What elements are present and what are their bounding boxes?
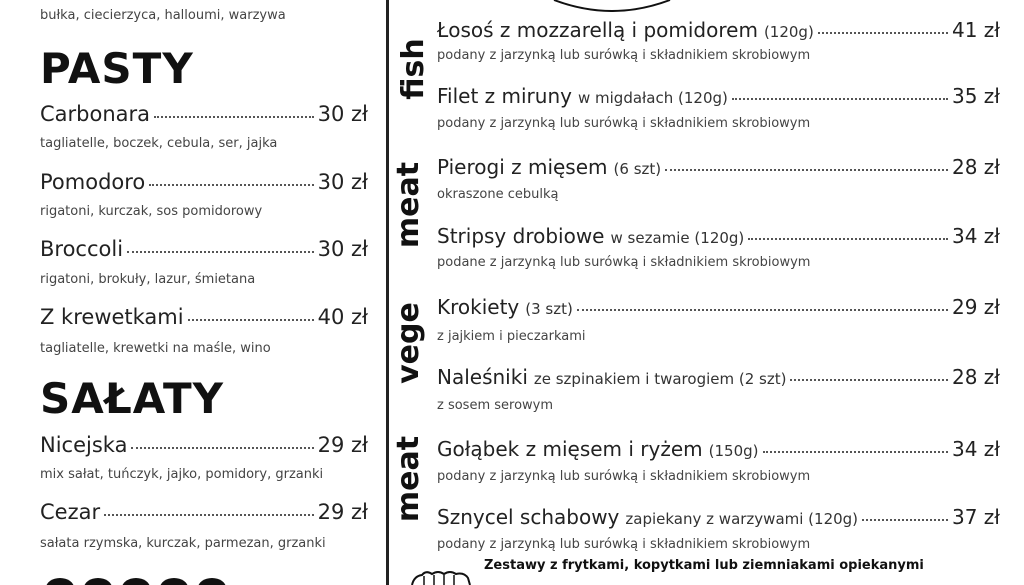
menu-item-broccoli <box>40 239 368 260</box>
leader-dots <box>149 184 313 186</box>
left-menu-column <box>0 0 384 585</box>
leader-dots <box>818 32 948 34</box>
item-price: 29 zł <box>317 500 368 524</box>
item-price: 30 zł <box>317 170 368 194</box>
category-label-vege: vege <box>391 302 426 384</box>
menu-item-pierogi <box>437 157 1000 177</box>
leader-dots <box>577 309 948 311</box>
item-price: 37 zł <box>952 505 1000 529</box>
leader-dots <box>862 519 948 521</box>
leader-dots <box>131 447 313 449</box>
item-price: 30 zł <box>317 102 368 126</box>
section-heading-pasty: PASTY <box>40 44 194 93</box>
item-price: 35 zł <box>952 84 1000 108</box>
item-description: rigatoni, kurczak, sos pomidorowy <box>40 204 263 219</box>
cut-off-heading-graphic <box>40 572 240 585</box>
item-price: 40 zł <box>317 305 368 329</box>
menu-item-nicejska <box>40 435 368 456</box>
item-modifier: (3 szt) <box>525 300 573 318</box>
item-name: Sznycel schabowy <box>437 505 620 529</box>
item-name: Filet z miruny <box>437 84 572 108</box>
leader-dots <box>748 238 948 240</box>
category-label-meat: meat <box>391 161 426 249</box>
item-modifier: (6 szt) <box>613 160 662 178</box>
item-price: 29 zł <box>952 295 1000 319</box>
item-modifier: w sezamie (120g) <box>610 229 745 247</box>
item-description: podany z jarzynką lub surówką i składnikiem skrobiowym <box>437 116 811 131</box>
item-modifier: (120g) <box>763 23 814 41</box>
item-name: Carbonara <box>40 102 151 126</box>
menu-item-carbonara <box>40 104 368 125</box>
category-label-fish: fish <box>396 38 431 100</box>
fries-icon <box>410 570 472 585</box>
section-heading-salaty: SAŁATY <box>40 374 225 423</box>
item-description: rigatoni, brokuły, lazur, śmietana <box>40 272 256 287</box>
item-description: tagliatelle, krewetki na maśle, wino <box>40 341 271 356</box>
sets-note: Zestawy z frytkami, kopytkami lub ziemniakami opiekanymi <box>484 558 924 573</box>
item-price: 30 zł <box>317 237 368 261</box>
item-price: 41 zł <box>952 18 1000 42</box>
column-divider <box>386 0 389 585</box>
item-name: Cezar <box>40 500 101 524</box>
item-description: z jajkiem i pieczarkami <box>437 329 586 344</box>
item-price: 34 zł <box>952 224 1000 248</box>
dish-illustration-icon <box>552 0 672 12</box>
menu-item-golabek <box>437 439 1000 459</box>
item-price: 34 zł <box>952 437 1000 461</box>
item-name: Gołąbek z mięsem i ryżem <box>437 437 703 461</box>
menu-item-z-krewetkami <box>40 307 368 328</box>
item-price: 28 zł <box>952 365 1000 389</box>
item-description: sałata rzymska, kurczak, parmezan, grzanki <box>40 536 326 551</box>
menu-item-sznycel <box>437 507 1000 527</box>
leader-dots <box>665 169 948 171</box>
item-description: tagliatelle, boczek, cebula, ser, jajka <box>40 136 278 151</box>
item-description: okraszone cebulką <box>437 187 559 202</box>
item-name: Naleśniki <box>437 365 528 389</box>
item-name: Z krewetkami <box>40 305 184 329</box>
menu-item-cezar <box>40 502 368 523</box>
menu-item-filet-z-miruny <box>437 86 1000 106</box>
item-modifier: w migdałach (120g) <box>577 89 728 107</box>
menu-item-stripsy <box>437 226 1000 246</box>
menu-item-pomodoro <box>40 172 368 193</box>
item-name: Pomodoro <box>40 170 146 194</box>
item-description: podany z jarzynką lub surówką i składnikiem skrobiowym <box>437 537 811 552</box>
item-name: Krokiety <box>437 295 520 319</box>
leader-dots <box>732 98 948 100</box>
item-description: podany z jarzynką lub surówką i składnikiem skrobiowym <box>437 48 811 63</box>
menu-item-nalesniki <box>437 367 1000 387</box>
item-modifier: (150g) <box>708 442 759 460</box>
item-price: 28 zł <box>952 155 1000 179</box>
menu-item-krokiety <box>437 297 1000 317</box>
leader-dots <box>154 116 314 118</box>
leader-dots <box>790 379 948 381</box>
item-name: Broccoli <box>40 237 124 261</box>
leader-dots <box>127 251 314 253</box>
item-description: podane z jarzynką lub surówką i składnikiem skrobiowym <box>437 255 811 270</box>
item-price: 29 zł <box>317 433 368 457</box>
item-description: mix sałat, tuńczyk, jajko, pomidory, grzanki <box>40 467 324 482</box>
item-name: Stripsy drobiowe <box>437 224 605 248</box>
category-label-meat-2: meat <box>391 435 426 523</box>
item-modifier: zapiekany z warzywami (120g) <box>625 510 859 528</box>
item-name: Nicejska <box>40 433 128 457</box>
item-description: z sosem serowym <box>437 398 554 413</box>
item-description: bułka, ciecierzyca, halloumi, warzywa <box>40 8 286 23</box>
item-modifier: ze szpinakiem i twarogiem (2 szt) <box>533 370 787 388</box>
leader-dots <box>188 319 314 321</box>
leader-dots <box>104 514 314 516</box>
item-name: Łosoś z mozzarellą i pomidorem <box>437 18 758 42</box>
leader-dots <box>763 451 949 453</box>
menu-item-losos <box>437 20 1000 40</box>
item-name: Pierogi z mięsem <box>437 155 608 179</box>
item-description: podany z jarzynką lub surówką i składnikiem skrobiowym <box>437 469 811 484</box>
